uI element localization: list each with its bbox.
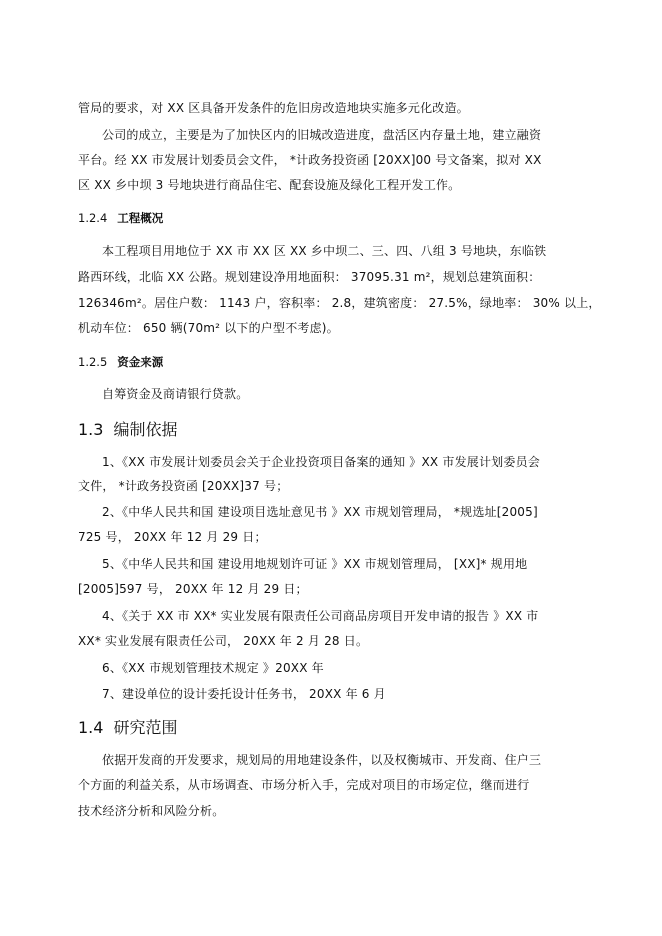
list-item-line: XX* 实业发展有限责任公司， 20XX 年 2 月 28 日。 [78, 634, 369, 648]
paragraph-line: 自筹资金及商请银行贷款。 [102, 387, 249, 401]
paragraph-line: 126346m²。居住户数： 1143 户，容积率： 2.8，建筑密度： 27.5%，绿地率： 30% 以上， [78, 296, 601, 310]
section-heading-1-4 [78, 718, 177, 738]
section-heading-1-2-4 [78, 210, 163, 226]
paragraph-line: 技术经济分析和风险分析。 [78, 804, 225, 818]
section-number: 1.3 [78, 420, 104, 439]
section-heading-1-2-5 [78, 354, 163, 370]
paragraph-line: 公司的成立，主要是为了加快区内的旧城改造进度，盘活区内存量土地，建立融资 [102, 128, 542, 142]
list-item-line: 7、建设单位的设计委托设计任务书， 20XX 年 6 月 [102, 687, 386, 701]
list-item-line: 4、《关于 XX 市 XX* 实业发展有限责任公司商品房项目开发申请的报告 》XX 市 [102, 609, 539, 623]
list-item-line: 2、《中华人民共和国 建设项目选址意见书 》XX 市规划管理局， *规选址[2005] [102, 505, 538, 519]
section-title: 资金来源 [117, 355, 164, 369]
section-heading-1-3 [78, 420, 177, 440]
list-item-line: 1、《XX 市发展计划委员会关于企业投资项目备案的通知 》XX 市发展计划委员会 [102, 455, 540, 469]
paragraph-line: 个方面的利益关系，从市场调查、市场分析入手，完成对项目的市场定位，继而进行 [78, 778, 530, 792]
paragraph-line: 路西环线，北临 XX 公路。规划建设净用地面积： 37095.31 m²，规划总建筑面积： [78, 270, 541, 284]
section-number: 1.2.5 [78, 355, 108, 369]
paragraph-line: 区 XX 乡中坝 3 号地块进行商品住宅、配套设施及绿化工程开发工作。 [78, 178, 461, 192]
section-title: 研究范围 [113, 718, 178, 737]
paragraph-line: 管局的要求，对 XX 区具备开发条件的危旧房改造地块实施多元化改造。 [78, 101, 469, 115]
list-item-line: [2005]597 号， 20XX 年 12 月 29 日； [78, 582, 308, 596]
section-title: 工程概况 [117, 211, 164, 225]
list-item-line: 文件， *计政务投资函 [20XX]37 号； [78, 479, 289, 493]
list-item-line: 6、《XX 市规划管理技术规定 》20XX 年 [102, 661, 324, 675]
section-title: 编制依据 [113, 420, 178, 439]
paragraph-line: 本工程项目用地位于 XX 市 XX 区 XX 乡中坝二、三、四、八组 3 号地块，东临铁 [102, 244, 547, 258]
paragraph-line: 依据开发商的开发要求，规划局的用地建设条件，以及权衡城市、开发商、住户三 [102, 753, 542, 767]
section-number: 1.4 [78, 718, 104, 737]
section-number: 1.2.4 [78, 211, 108, 225]
list-item-line: 5、《中华人民共和国 建设用地规划许可证 》XX 市规划管理局， [XX]* 规用地 [102, 557, 528, 571]
paragraph-line: 机动车位： 650 辆(70m² 以下的户型不考虑)。 [78, 321, 339, 335]
paragraph-line: 平台。经 XX 市发展计划委员会文件， *计政务投资函 [20XX]00 号文备案，拟对 XX [78, 153, 542, 167]
list-item-line: 725 号， 20XX 年 12 月 29 日； [78, 530, 267, 544]
